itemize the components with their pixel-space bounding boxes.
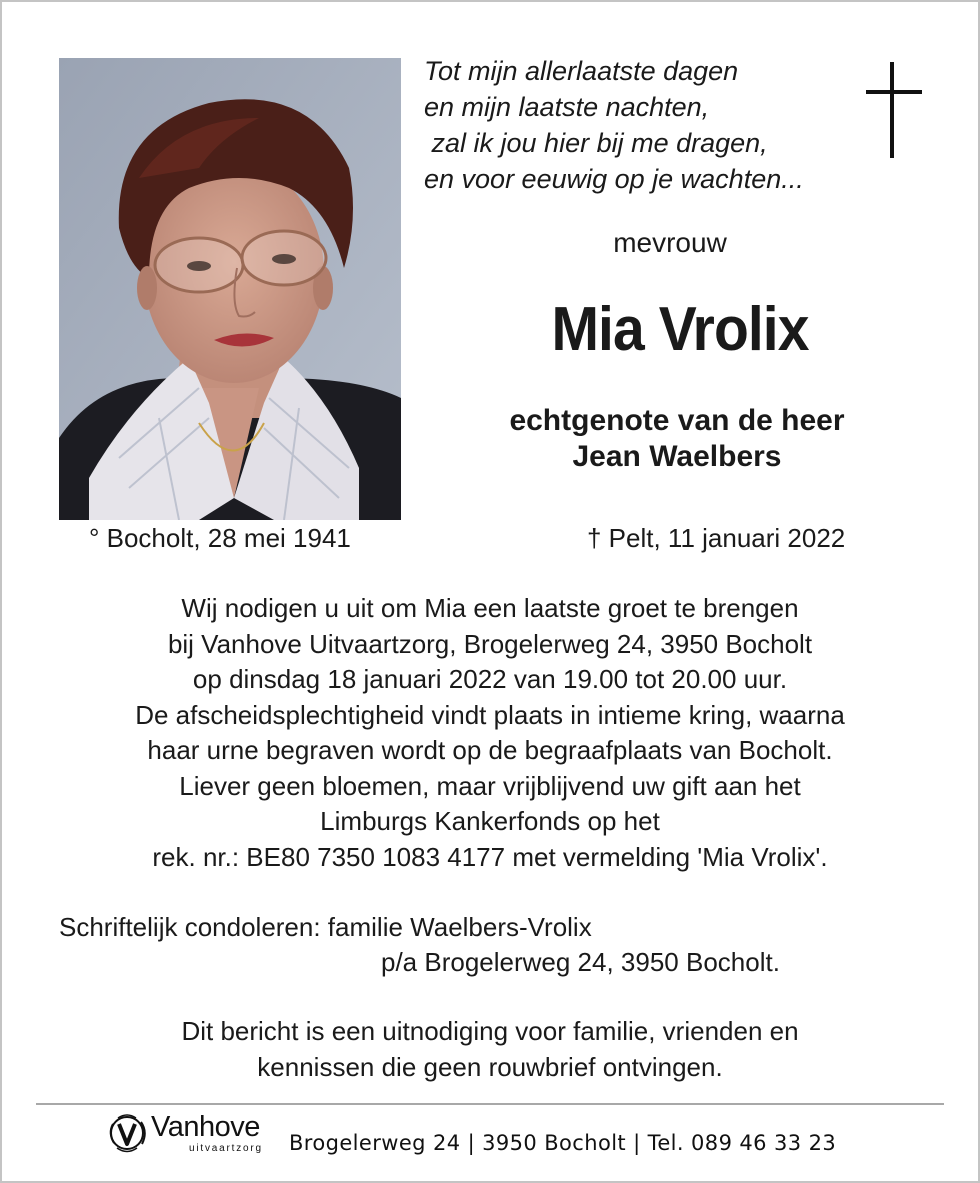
memorial-poem xyxy=(424,53,864,197)
death-info: † Pelt, 11 januari 2022 xyxy=(587,523,846,553)
announcement-line: De afscheidsplechtigheid vindt plaats in intieme kring, waarna xyxy=(135,699,845,730)
invitation-line: Dit bericht is een uitnodiging voor familie, vrienden en xyxy=(181,1016,799,1046)
condolence-address: p/a Brogelerweg 24, 3950 Bocholt. xyxy=(381,947,780,977)
footer-divider xyxy=(36,1103,944,1105)
condolence-line: Schriftelijk condoleren: familie Waelbers-Vrolix xyxy=(59,912,592,942)
birth-info: ° Bocholt, 28 mei 1941 xyxy=(89,523,351,553)
announcement-text xyxy=(30,591,950,875)
announcement-line: Liever geen bloemen, maar vrijblijvend uw gift aan het xyxy=(179,770,801,801)
relation xyxy=(422,403,932,475)
poem-line: Tot mijn allerlaatste dagen xyxy=(424,56,739,86)
announcement-line: rek. nr.: BE80 7350 1083 4177 met vermelding 'Mia Vrolix'. xyxy=(152,841,828,872)
invitation-line: kennissen die geen rouwbrief ontvingen. xyxy=(257,1051,723,1082)
poem-line: en mijn laatste nachten, xyxy=(424,92,710,122)
logo-subtitle: uitvaartzorg xyxy=(189,1143,263,1154)
announcement-line: Limburgs Kankerfonds op het xyxy=(320,806,660,836)
announcement-line: bij Vanhove Uitvaartzorg, Brogelerweg 24, 3950 Bocholt xyxy=(167,628,813,659)
relation-line: echtgenote van de heer xyxy=(509,404,845,437)
poem-line: en voor eeuwig op je wachten... xyxy=(424,164,804,194)
announcement-line: Wij nodigen u uit om Mia een laatste groet te brengen xyxy=(181,593,799,623)
deceased-name: Mia Vrolix xyxy=(551,295,809,364)
cross-icon xyxy=(866,62,922,158)
portrait-photo xyxy=(59,58,401,520)
honorific: mevrouw xyxy=(613,227,727,258)
poem-line: zal ik jou hier bij me dragen, xyxy=(424,128,768,158)
spouse-name: Jean Waelbers xyxy=(572,440,782,473)
vanhove-logo xyxy=(104,1110,279,1156)
announcement-line: haar urne begraven wordt op de begraafplaats van Bocholt. xyxy=(147,735,833,765)
logo-name: Vanhove xyxy=(151,1111,260,1143)
footer-contact: Brogelerweg 24 | 3950 Bocholt | Tel. 089 46 33 23 xyxy=(289,1131,837,1155)
logo-emblem-icon xyxy=(104,1110,150,1156)
announcement-line: op dinsdag 18 januari 2022 van 19.00 tot 20.00 uur. xyxy=(192,664,788,694)
invitation-note xyxy=(30,1014,950,1085)
